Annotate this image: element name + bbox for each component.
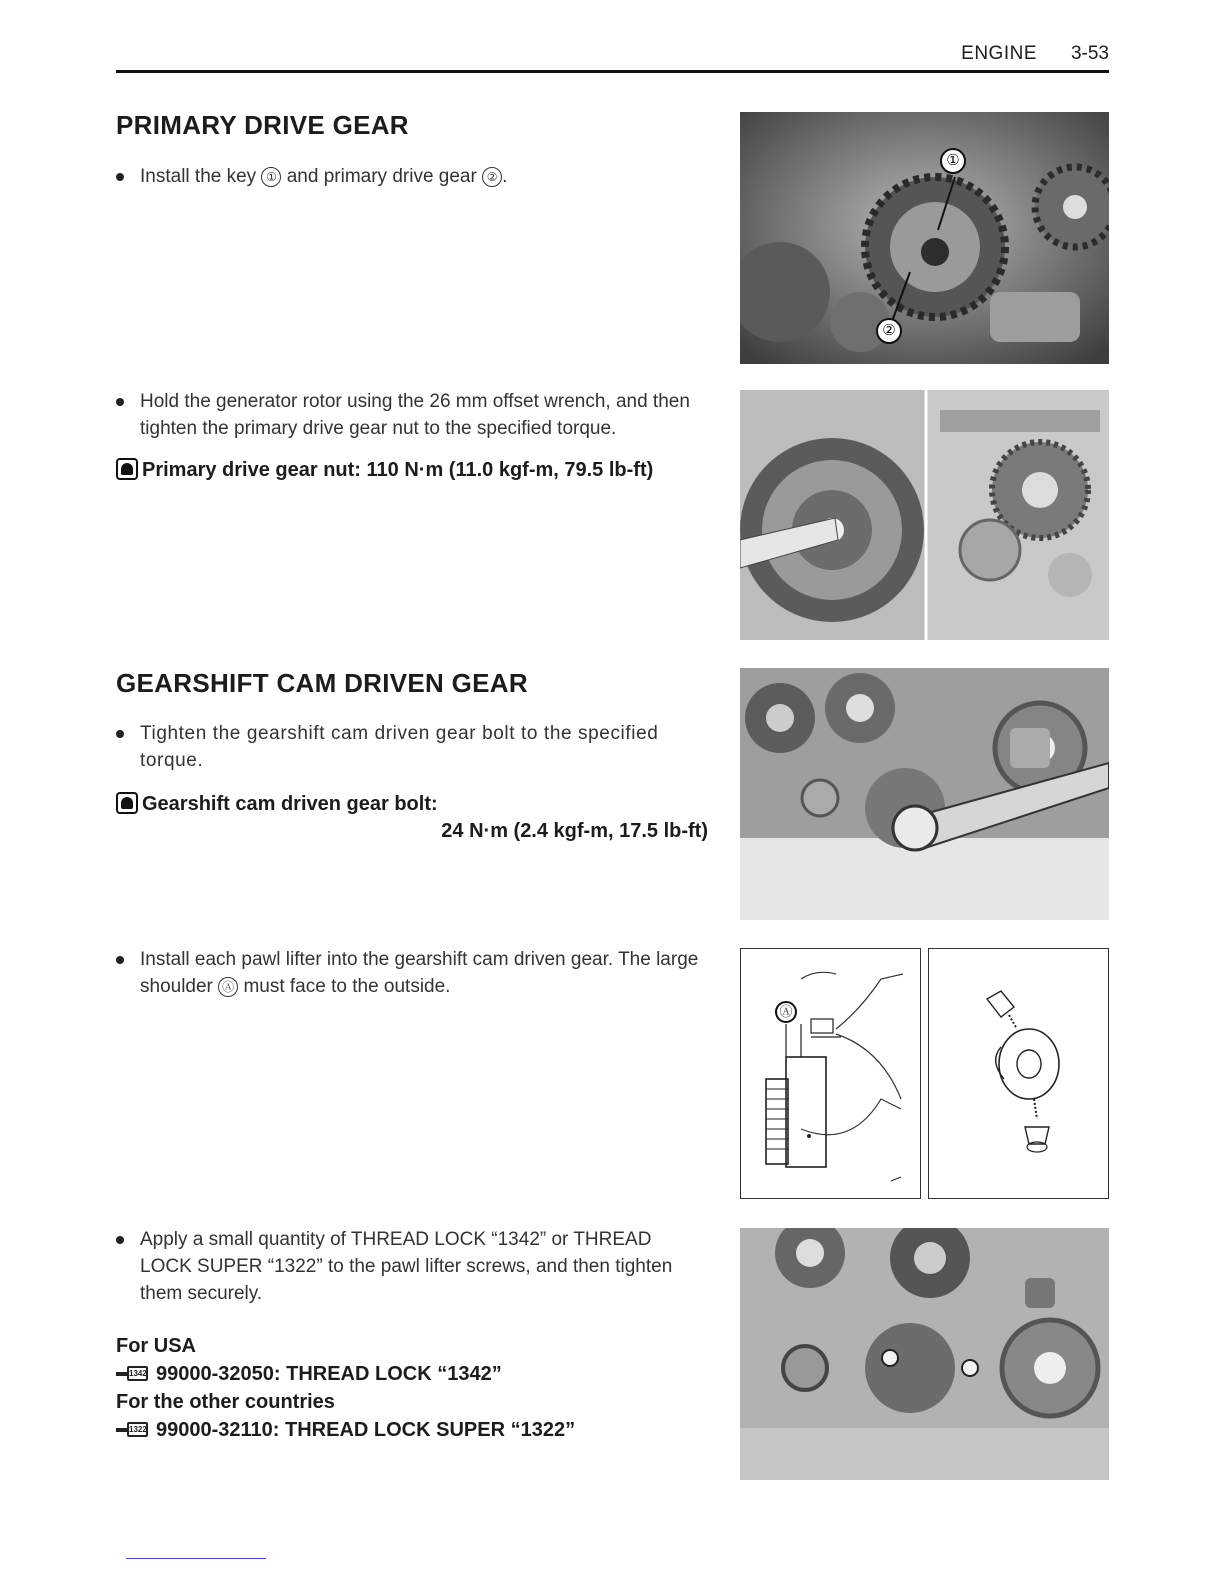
ref-2: ② bbox=[482, 167, 502, 187]
usa-label: For USA bbox=[116, 1335, 196, 1357]
pawl-lifter-exploded-diagram bbox=[928, 948, 1109, 1199]
other-thread-lock-item: 1322 99000-32110: THREAD LOCK SUPER “1322” bbox=[116, 1416, 708, 1444]
section-title: ENGINE bbox=[961, 43, 1037, 64]
install-pawl-lifter-step: Install each pawl lifter into the gearshift cam driven gear. The large shoulder Ⓐ must face to the outside. bbox=[116, 946, 708, 1000]
apply-thread-lock-step: Apply a small quantity of THREAD LOCK “1342” or THREAD LOCK SUPER “1322” to the pawl lifter screws, and then tighten them securely. bbox=[116, 1226, 708, 1307]
other-countries-label: For the other countries bbox=[116, 1391, 335, 1413]
tighten-nut-step: Hold the generator rotor using the 26 mm offset wrench, and then tighten the primary drive gear nut to the specified torque. bbox=[116, 388, 708, 442]
torque-wrench-icon bbox=[116, 458, 138, 480]
pawl-lifter-section-diagram bbox=[740, 948, 921, 1199]
footer-link-line bbox=[126, 1558, 266, 1559]
header-rule bbox=[116, 70, 1109, 73]
pawl-lifter-screws-photo bbox=[740, 1228, 1109, 1480]
gearshift-torque-label: Gearshift cam driven gear bolt: bbox=[116, 792, 708, 816]
bullet-icon bbox=[116, 398, 124, 406]
ref-1: ① bbox=[261, 167, 281, 187]
install-key-step: Install the key ① and primary drive gear ② . bbox=[116, 163, 708, 190]
page-header bbox=[116, 40, 1109, 73]
page-number: 3-53 bbox=[1070, 43, 1109, 64]
callout-a: Ⓐ bbox=[775, 1001, 797, 1023]
thread-lock-tube-icon: 1342 bbox=[116, 1366, 150, 1381]
bullet-icon bbox=[116, 956, 124, 964]
thread-lock-tube-icon: 1322 bbox=[116, 1422, 150, 1437]
bullet-icon bbox=[116, 730, 124, 738]
callout-2: ② bbox=[876, 318, 902, 344]
gearshift-torque-value: 24 N·m (2.4 kgf-m, 17.5 lb-ft) bbox=[441, 820, 708, 842]
tighten-bolt-step: Tighten the gearshift cam driven gear bolt to the specified torque. bbox=[116, 720, 708, 774]
callout-1: ① bbox=[940, 148, 966, 174]
usa-thread-lock-item: 1342 99000-32050: THREAD LOCK “1342” bbox=[116, 1360, 708, 1388]
primary-drive-torque-spec: Primary drive gear nut: 110 N·m (11.0 kgf-m, 79.5 lb-ft) bbox=[116, 458, 708, 482]
gearshift-bolt-photo bbox=[740, 668, 1109, 920]
ref-a: Ⓐ bbox=[218, 977, 238, 997]
generator-rotor-photo bbox=[740, 390, 1109, 640]
primary-drive-gear-photo bbox=[740, 112, 1109, 364]
gearshift-cam-heading: GEARSHIFT CAM DRIVEN GEAR bbox=[116, 668, 528, 698]
bullet-icon bbox=[116, 173, 124, 181]
bullet-icon bbox=[116, 1236, 124, 1244]
primary-drive-gear-heading: PRIMARY DRIVE GEAR bbox=[116, 110, 409, 140]
torque-wrench-icon bbox=[116, 792, 138, 814]
thread-lock-materials bbox=[116, 1332, 708, 1444]
